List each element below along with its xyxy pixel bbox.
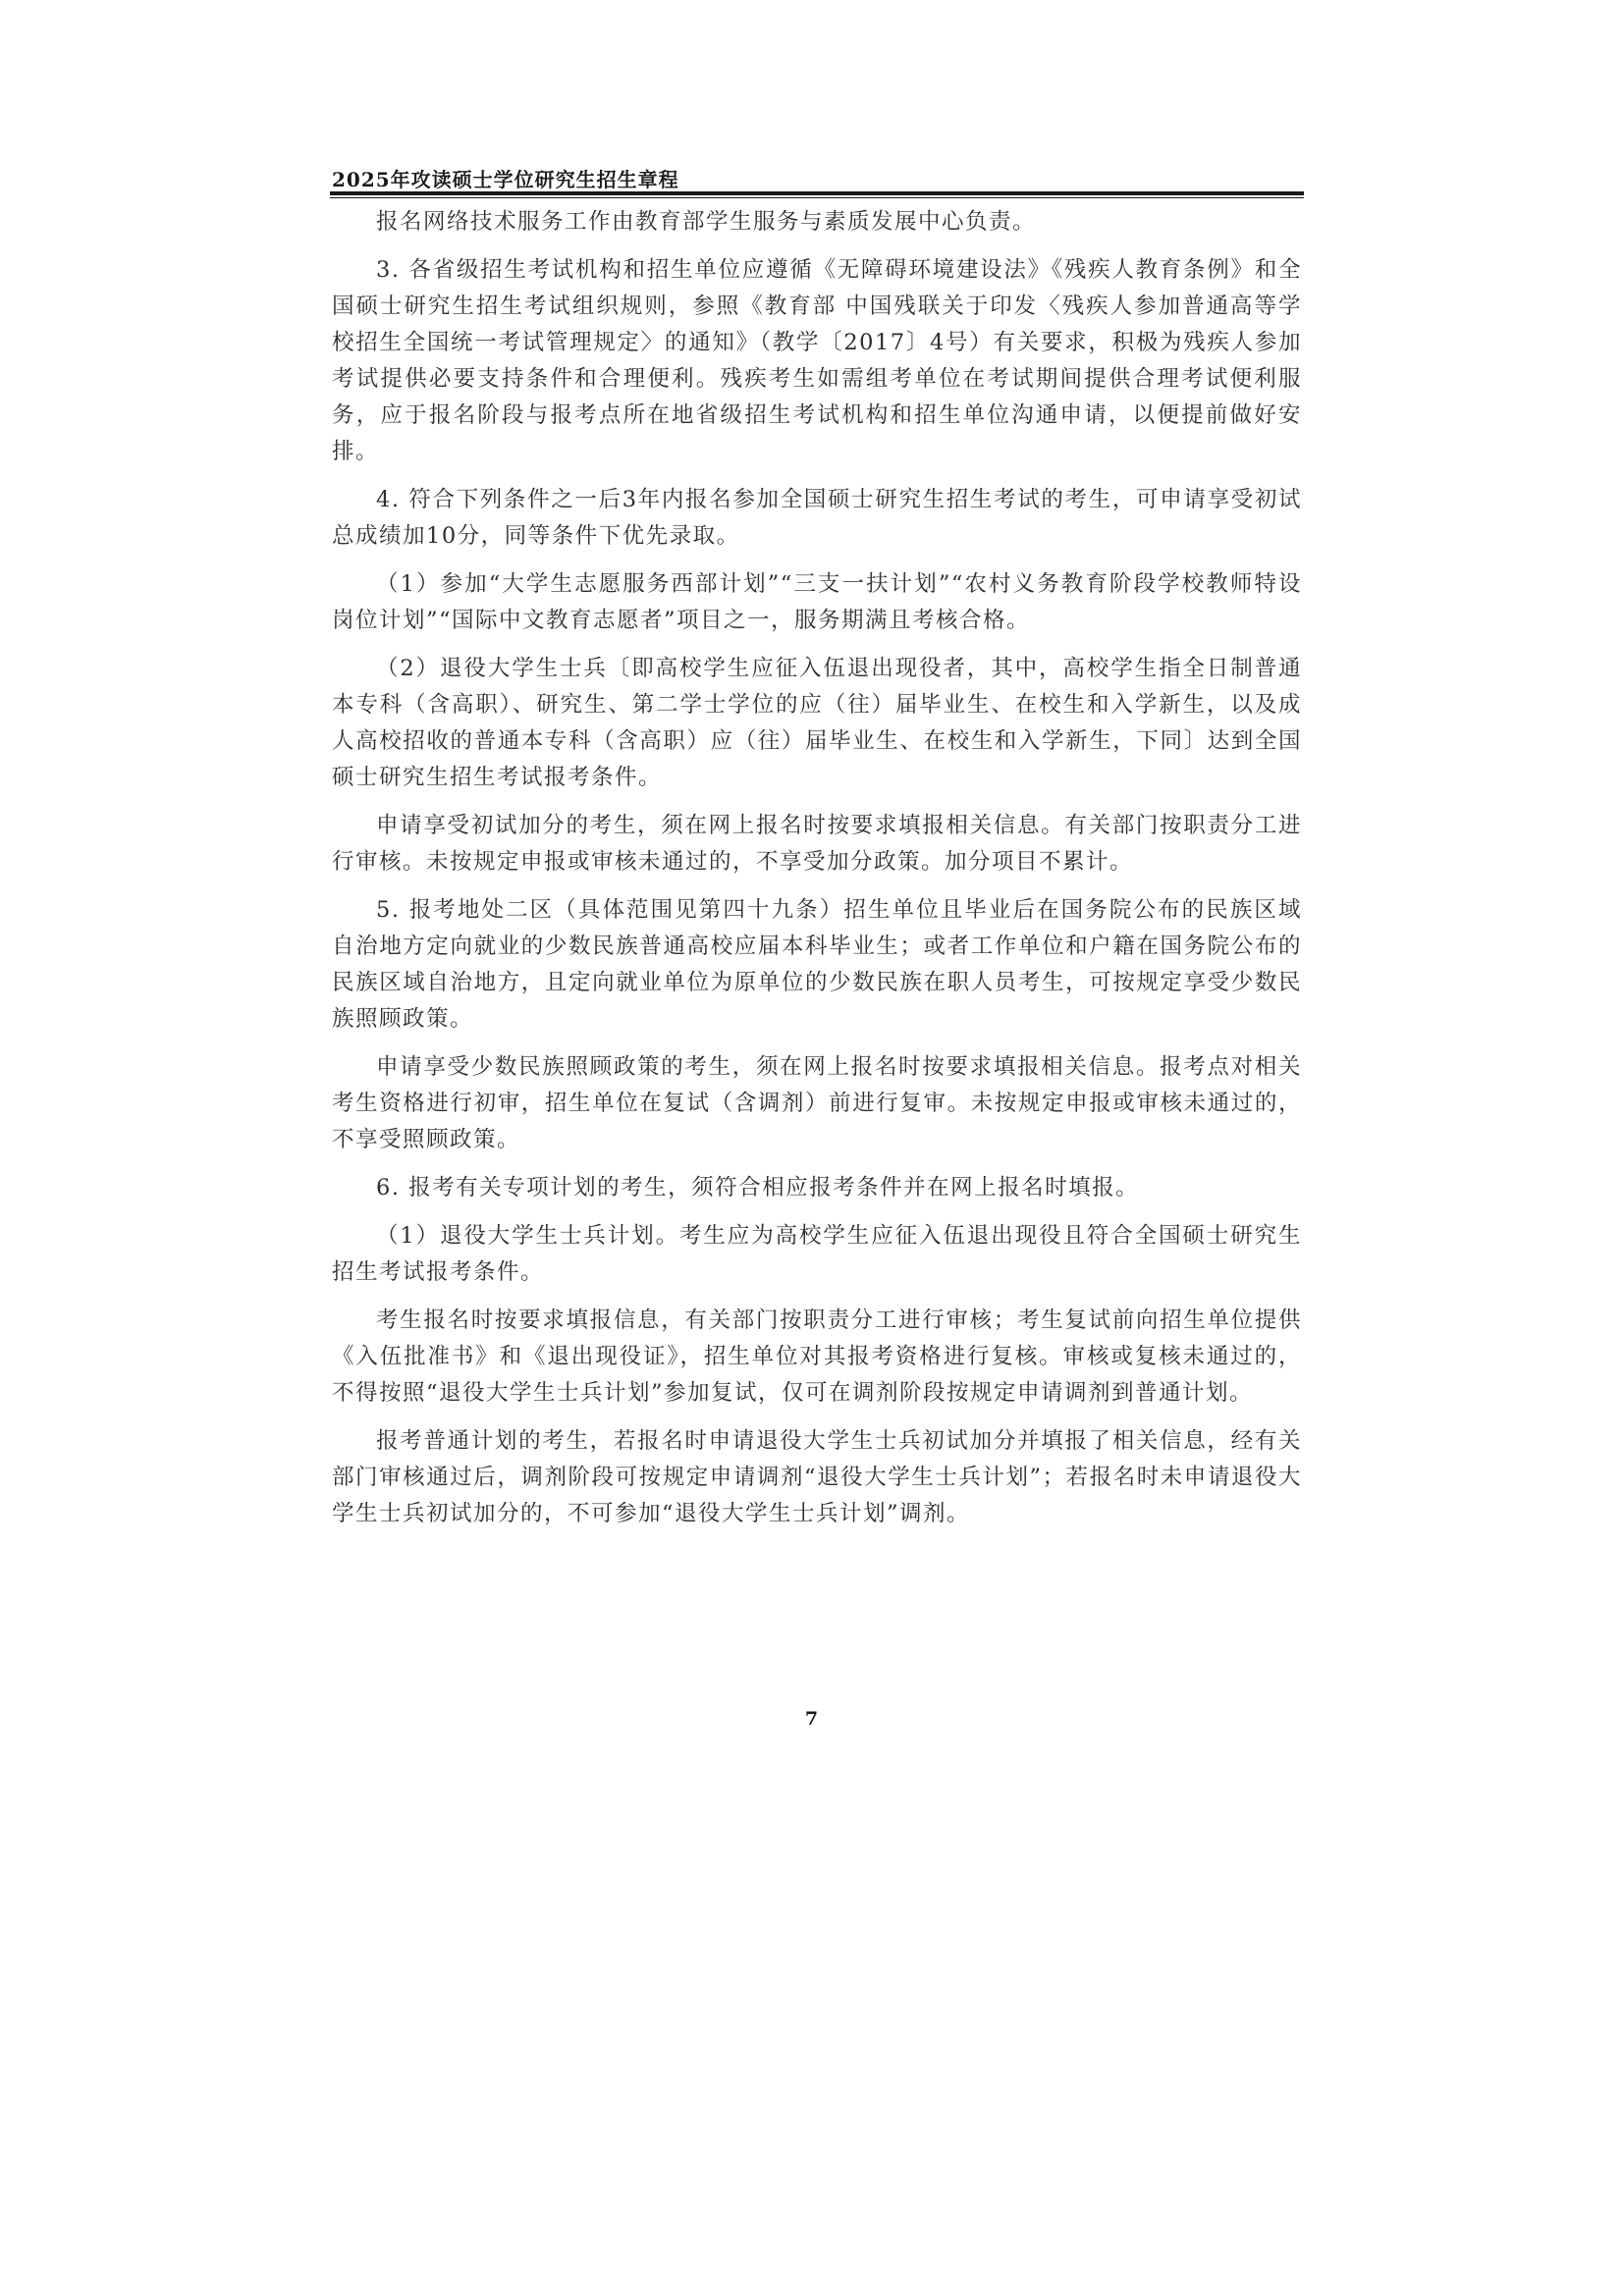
paragraph: 报考普通计划的考生，若报名时申请退役大学生士兵初试加分并填报了相关信息，经有关部门审核通过后，调剂阶段可按规定申请调剂“退役大学生士兵计划”；若报名时未申请退役大学生士兵初试加分的，不可参加“退役大学生士兵计划”调剂。 — [332, 1428, 1302, 1526]
paragraph: 3. 各省级招生考试机构和招生单位应遵循《无障碍环境建设法》《残疾人教育条例》和全国硕士研究生招生考试组织规则，参照《教育部 中国残联关于印发〈残疾人参加普通高等学校招生全国统一考试管理规定〉的通知》（教学〔2017〕4号）有关要求，积极为残疾人参加考试提供必要支持条件和合理便利。残疾考生如需组考单位在考试期间提供合理考试便利服务，应于报名阶段与报考点所在地省级招生考试机构和招生单位沟通申请，以便提前做好安排。 — [332, 257, 1302, 464]
paragraph: （2）退役大学生士兵〔即高校学生应征入伍退出现役者，其中，高校学生指全日制普通本专科（含高职）、研究生、第二学士学位的应（往）届毕业生、在校生和入学新生，以及成人高校招收的普通本专科（含高职）应（往）届毕业生、在校生和入学新生，下同〕达到全国硕士研究生招生考试报考条件。 — [332, 656, 1302, 790]
paragraph: 考生报名时按要求填报信息，有关部门按职责分工进行审核；考生复试前向招生单位提供《入伍批准书》和《退出现役证》，招生单位对其报考资格进行复核。审核或复核未通过的，不得按照“退役大学生士兵计划”参加复试，仅可在调剂阶段按规定申请调剂到普通计划。 — [332, 1308, 1302, 1406]
paragraph: （1）退役大学生士兵计划。考生应为高校学生应征入伍退出现役且符合全国硕士研究生招生考试报考条件。 — [332, 1223, 1302, 1285]
page-number: 7 — [804, 1708, 819, 1730]
header-rule-thin — [330, 197, 1304, 198]
paragraph: （1）参加“大学生志愿服务西部计划”“三支一扶计划”“农村义务教育阶段学校教师特设岗位计划”“国际中文教育志愿者”项目之一，服务期满且考核合格。 — [332, 571, 1302, 633]
paragraph: 申请享受初试加分的考生，须在网上报名时按要求填报相关信息。有关部门按职责分工进行审核。未按规定申报或审核未通过的，不享受加分政策。加分项目不累计。 — [332, 813, 1302, 875]
header-rule — [330, 191, 1304, 195]
body-text — [332, 204, 1302, 1532]
paragraph: 报名网络技术服务工作由教育部学生服务与素质发展中心负责。 — [376, 209, 1037, 235]
paragraph: 申请享受少数民族照顾政策的考生，须在网上报名时按要求填报相关信息。报考点对相关考生资格进行初审，招生单位在复试（含调剂）前进行复审。未按规定申报或审核未通过的，不享受照顾政策。 — [332, 1054, 1302, 1152]
paragraph: 5. 报考地处二区（具体范围见第四十九条）招生单位且毕业后在国务院公布的民族区域自治地方定向就业的少数民族普通高校应届本科毕业生；或者工作单位和户籍在国务院公布的民族区域自治地方，且定向就业单位为原单位的少数民族在职人员考生，可按规定享受少数民族照顾政策。 — [332, 897, 1302, 1032]
paragraph: 6. 报考有关专项计划的考生，须符合相应报考条件并在网上报名时填报。 — [376, 1175, 1140, 1201]
running-header: 2025年攻读硕士学位研究生招生章程 — [332, 168, 679, 191]
paragraph: 4. 符合下列条件之一后3年内报名参加全国硕士研究生招生考试的考生，可申请享受初试总成绩加10分，同等条件下优先录取。 — [332, 487, 1302, 549]
